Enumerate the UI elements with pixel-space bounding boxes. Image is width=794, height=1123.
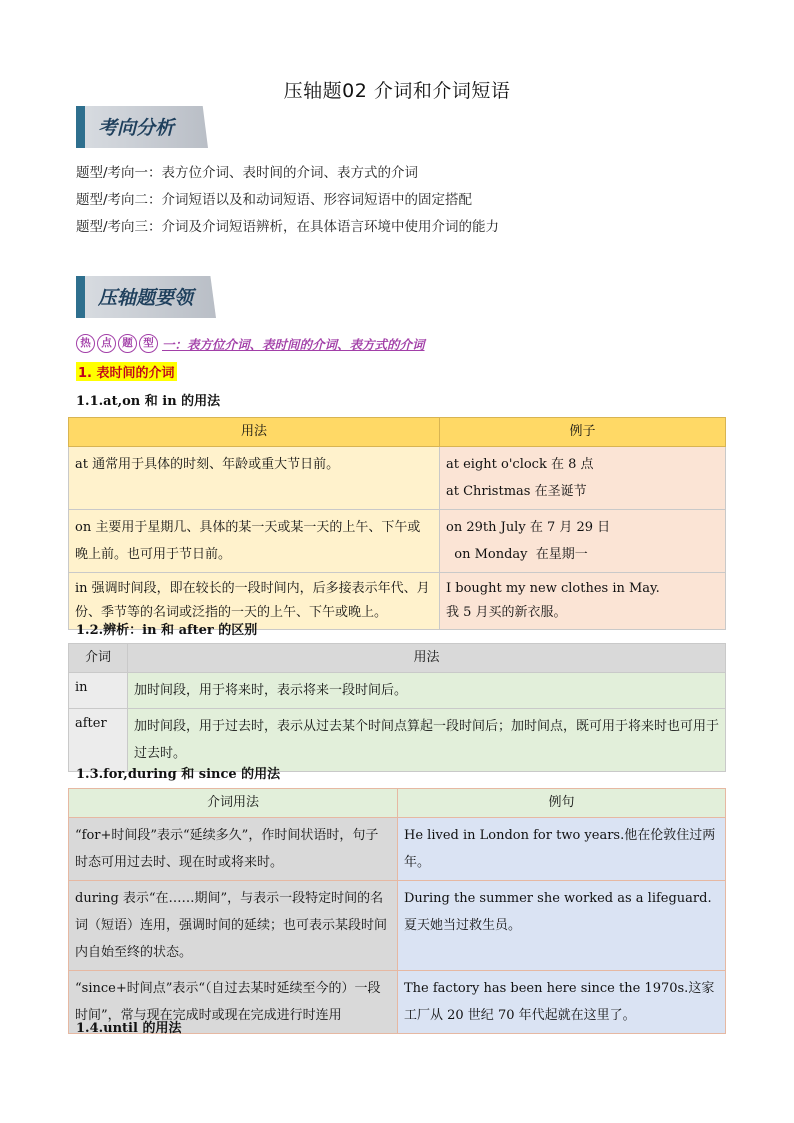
example-cell [440,510,726,573]
page-title: 压轴题02 介词和介词短语 [283,80,511,102]
table-row [69,447,726,510]
table-header-row [69,644,726,673]
section-banner-analysis [76,106,208,148]
topic-line-1: 题型/考向一：表方位介词、表时间的介词、表方式的介词 [76,165,419,181]
banner-label: 压轴题要领 [98,287,194,309]
usage-cell: during 表示“在……期间”，与表示一段特定时间的名词（短语）连用，强调时间的延续；也可表示某段时间内自始至终的状态。 [69,881,398,971]
example-cell: During the summer she worked as a lifeguard. 夏天她当过救生员。 [398,881,726,971]
usage-cell: in 强调时间段，即在较长的一段时间内，后多接表示年代、月份、季节等的名词或泛指的一天的上午、下午或晚上。 [69,573,440,630]
table-row [69,510,726,573]
usage-cell: “since+时间点”表示“（自过去某时延续至今的）一段时间”，常与现在完成时或现在完成进行时连用 [69,971,398,1034]
subheading-1-1: 1.1.at,on 和 in 的用法 [76,394,221,409]
table-header-row [69,789,726,818]
word-cell: after [69,709,128,772]
table-row [69,881,726,971]
word-cell: in [69,673,128,709]
hot-badge: 题 [118,334,137,353]
usage-cell: 加时间段，用于将来时，表示将来一段时间后。 [128,673,726,709]
usage-cell: on 主要用于星期几、具体的某一天或某一天的上午、下午或晚上前。也可用于节日前。 [69,510,440,573]
example-cell [440,573,726,630]
column-header: 介词用法 [69,789,398,818]
usage-cell: “for+时间段”表示“延续多久”，作时间状语时，句子时态可用过去时、现在时或将来时。 [69,818,398,881]
usage-cell: 加时间段，用于过去时，表示从过去某个时间点算起一段时间后；加时间点，既可用于将来时也可用于过去时。 [128,709,726,772]
topic-line-2: 题型/考向二：介词短语以及和动词短语、形容词短语中的固定搭配 [76,192,473,208]
example-line: I bought my new clothes in May. [446,581,660,596]
column-header: 介词 [69,644,128,673]
usage-cell: at 通常用于具体的时刻、年龄或重大节日前。 [69,447,440,510]
topic-line-3: 题型/考向三：介词及介词短语辨析，在具体语言环境中使用介词的能力 [76,219,500,235]
subheading-1-3: 1.3.for,during 和 since 的用法 [76,767,281,782]
example-line: at eight o'clock 在 8 点 [446,457,594,472]
example-line: at Christmas 在圣诞节 [446,484,587,499]
subheading-1-4: 1.4.until 的用法 [76,1021,182,1036]
section-heading-time-prepositions: 1. 表时间的介词 [76,362,177,381]
example-cell: The factory has been here since the 1970s.这家工厂从 20 世纪 70 年代起就在这里了。 [398,971,726,1034]
hot-badge: 热 [76,334,95,353]
for-during-since-table [68,788,726,1034]
table-header-row [69,418,726,447]
hot-badge: 点 [97,334,116,353]
example-line: on Monday 在星期一 [446,547,588,562]
subheading-1-2: 1.2.辨析：in 和 after 的区别 [76,623,258,638]
column-header: 例子 [440,418,726,447]
column-header: 例句 [398,789,726,818]
in-after-table [68,643,726,772]
banner-label: 考向分析 [98,117,175,139]
table-row [69,673,726,709]
hot-topic-heading [76,334,425,353]
hot-topic-text: 一：表方位介词、表时间的介词、表方式的介词 [162,336,425,352]
example-cell [440,447,726,510]
column-header: 用法 [69,418,440,447]
section-banner-key-points [76,276,216,318]
at-on-in-table [68,417,726,630]
hot-badge: 型 [139,334,158,353]
example-line: 我 5 月买的新衣服。 [446,605,567,620]
column-header: 用法 [128,644,726,673]
table-row [69,818,726,881]
example-line: on 29th July 在 7 月 29 日 [446,520,611,535]
example-cell: He lived in London for two years.他在伦敦住过两年。 [398,818,726,881]
